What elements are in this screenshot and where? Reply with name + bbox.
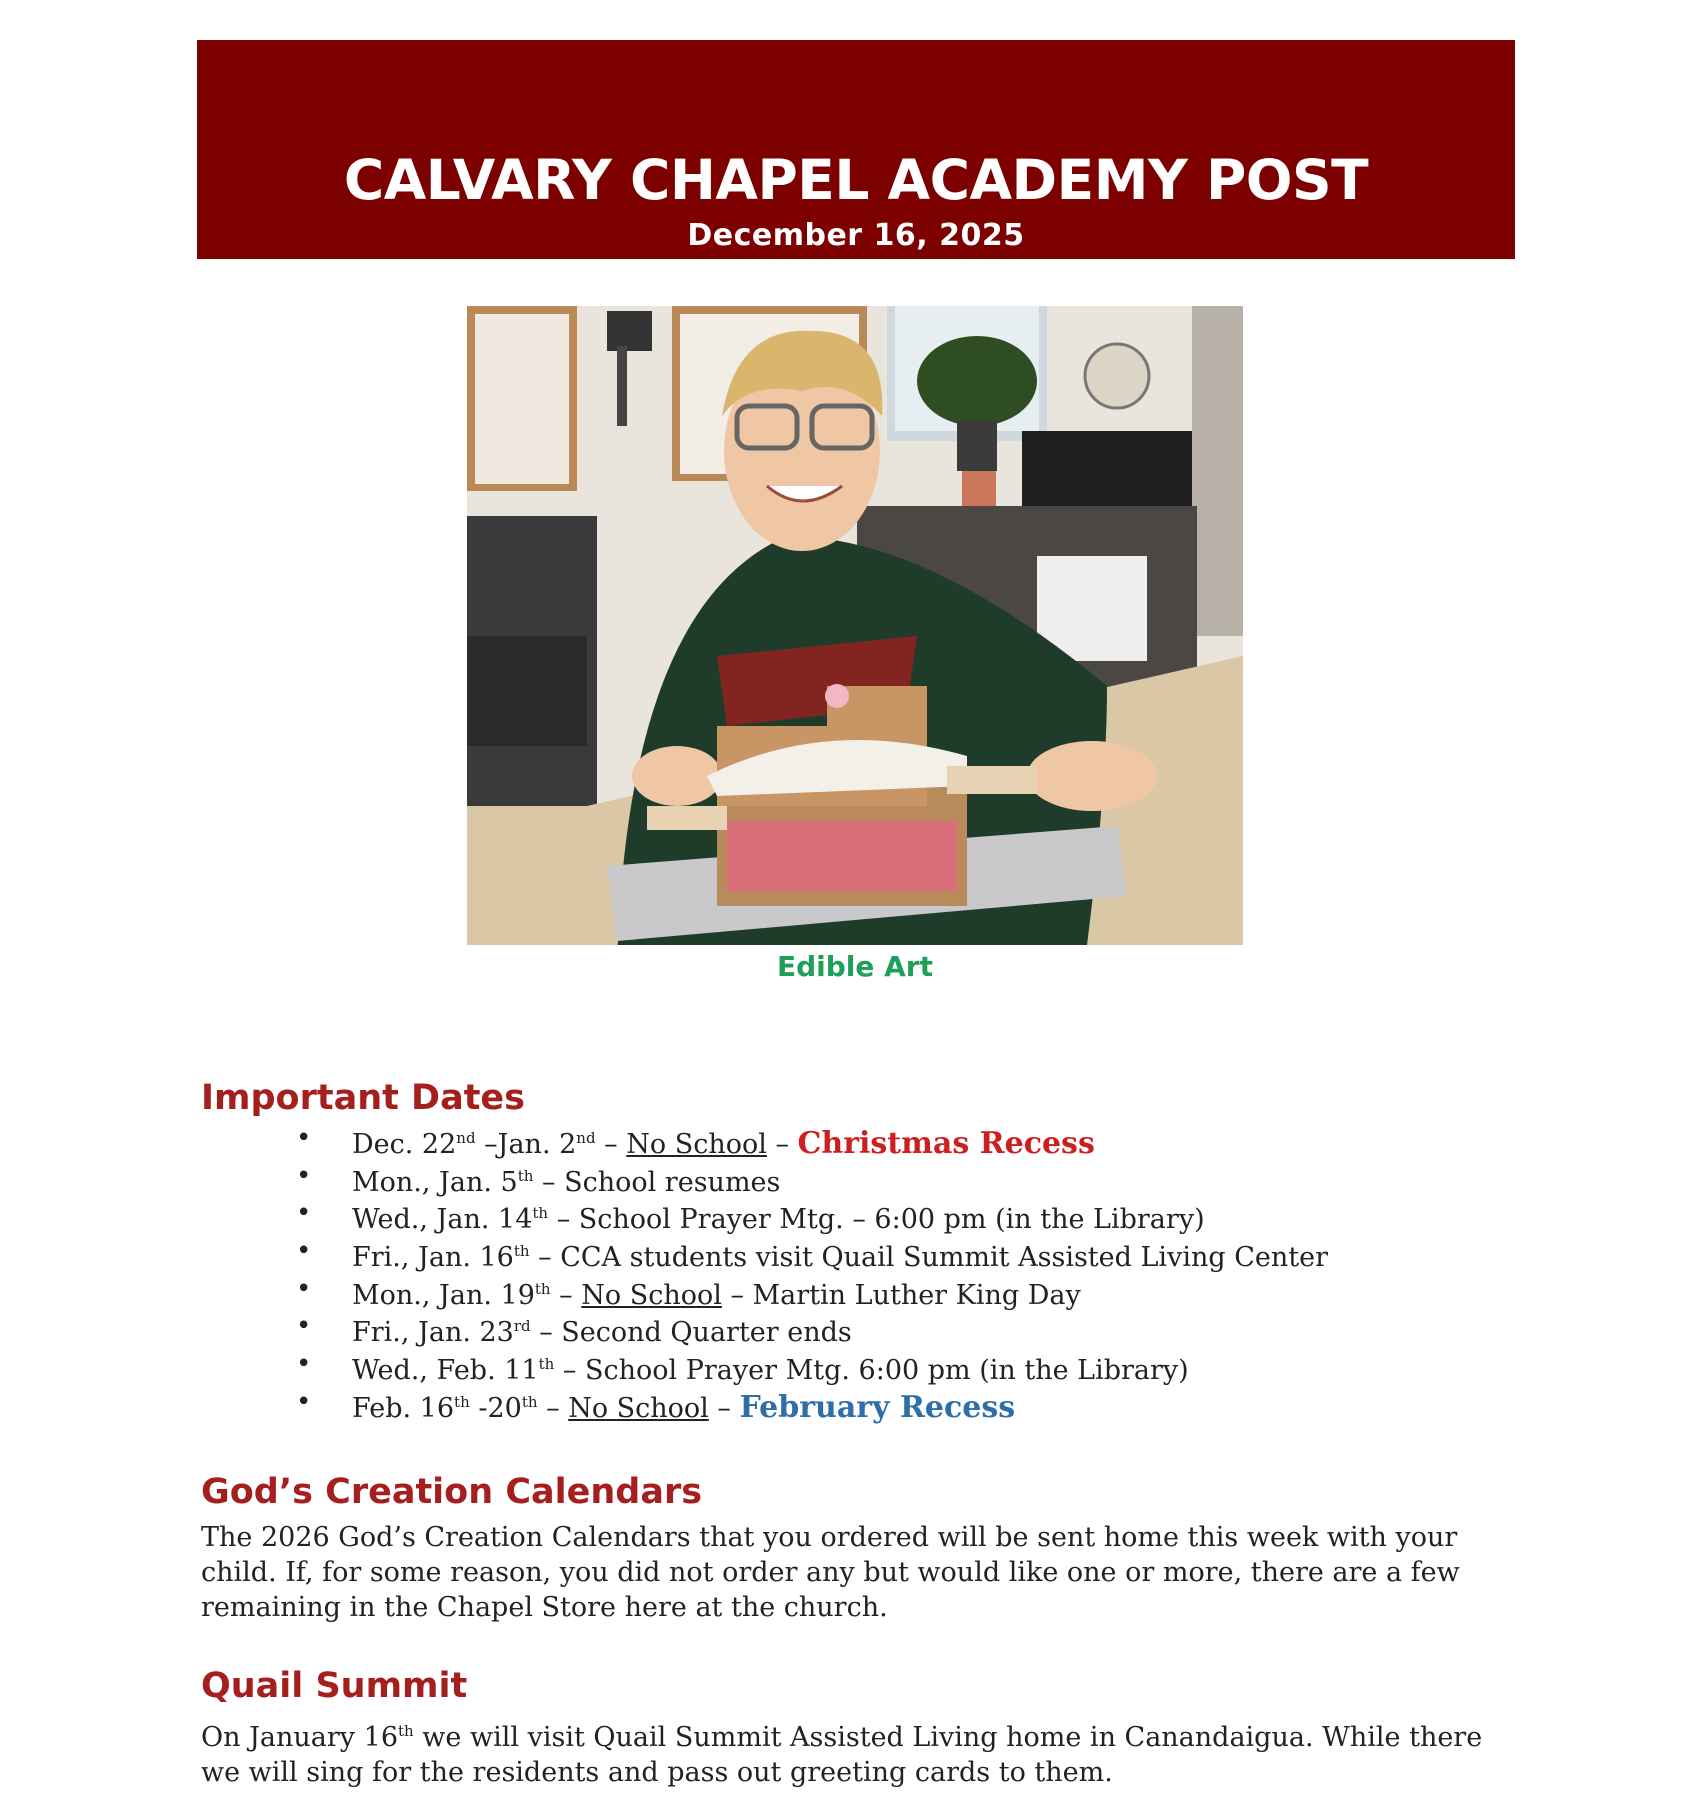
- calendars-body: The 2026 God’s Creation Calendars that you ordered will be sent home this week with your child. If, for some reason, you did not order any but would like one or more, there are a few remaining in the Chapel Store here at the church.: [201, 1522, 1460, 1623]
- gingerbread-house-photo-illustration: [467, 306, 1243, 945]
- newsletter-title: CALVARY CHAPEL ACADEMY POST: [343, 148, 1369, 212]
- quail-summit-heading: Quail Summit: [201, 1666, 468, 1706]
- date-item: • Wed., Feb. 11th – School Prayer Mtg. 6:00 pm (in the Library): [296, 1346, 1328, 1384]
- quail-summit-body: On January 16th we will visit Quail Summit Assisted Living home in Canandaigua. While there we will sing for the residents and pass out greeting cards to them.: [201, 1722, 1483, 1788]
- newsletter-date: December 16, 2025: [687, 218, 1025, 253]
- important-dates-heading: Important Dates: [201, 1078, 526, 1118]
- date-item: • Mon., Jan. 19th – No School – Martin Luther King Day: [296, 1271, 1328, 1309]
- date-item: • Wed., Jan. 14th – School Prayer Mtg. – 6:00 pm (in the Library): [296, 1195, 1328, 1233]
- calendars-heading: God’s Creation Calendars: [201, 1472, 703, 1512]
- edible-art-photo: [467, 306, 1243, 945]
- date-item: • Dec. 22nd –Jan. 2nd – No School – Christmas Recess: [296, 1120, 1328, 1158]
- photo-caption: Edible Art: [776, 950, 933, 983]
- date-item: • Fri., Jan. 23rd – Second Quarter ends: [296, 1308, 1328, 1346]
- header-banner: [197, 40, 1515, 259]
- date-item: • Mon., Jan. 5th – School resumes: [296, 1158, 1328, 1196]
- important-dates-list: [296, 1120, 1328, 1425]
- date-item: • Feb. 16th -20th – No School – February Recess: [296, 1384, 1328, 1422]
- date-item: • Fri., Jan. 16th – CCA students visit Quail Summit Assisted Living Center: [296, 1233, 1328, 1271]
